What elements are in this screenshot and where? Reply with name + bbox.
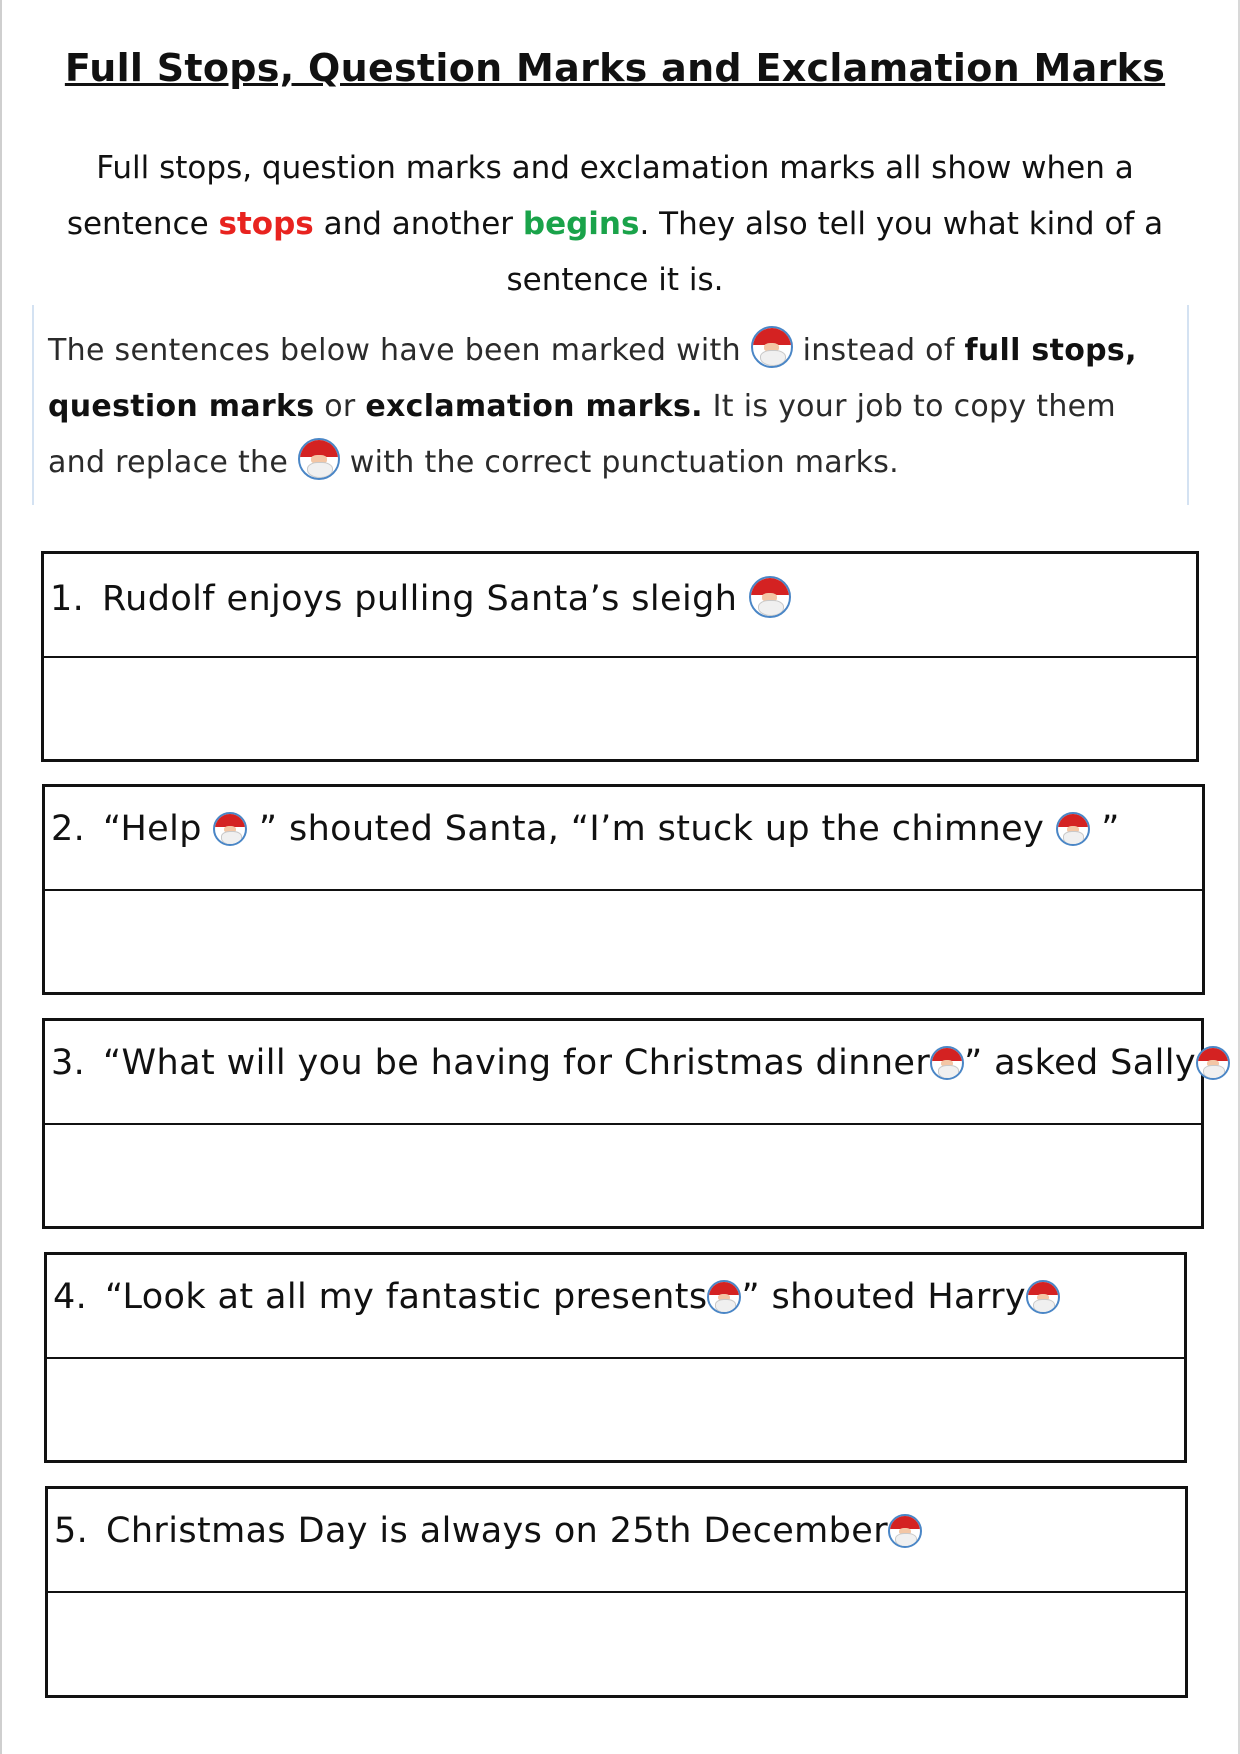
question-sentence: Rudolf enjoys pulling Santa’s sleigh [102,579,749,619]
instructions-text-part: It is your job to copy them and replace the [48,389,1116,480]
bold-full-stops: full stops, [964,333,1137,368]
intro-text: Full stops, question marks and exclamation marks all show when a sentence [66,150,1134,242]
question-sentence: ” [1089,809,1120,849]
bold-exclamation-marks: exclamation marks. [365,389,703,424]
santa-face-icon [1196,1046,1230,1080]
question-box-5 [45,1486,1188,1698]
intro-text: and another [313,206,523,242]
question-number: 3. [51,1043,86,1083]
santa-face-icon [749,576,791,618]
question-text-5 [54,1511,922,1551]
instructions-text [48,323,1168,491]
santa-face-icon [1056,812,1090,846]
question-sentence: ” shouted Santa, “I’m stuck up the chimney [247,809,1056,849]
question-box-3 [42,1018,1204,1229]
question-sentence: Christmas Day is always on 25th December [106,1511,889,1551]
intro-paragraph [45,140,1185,308]
answer-area-3[interactable] [51,1131,1195,1220]
santa-face-icon [707,1280,741,1314]
santa-face-icon [213,812,247,846]
question-sentence: “Help [103,809,214,849]
bold-question-marks: question marks [48,389,315,424]
answer-area-5[interactable] [54,1599,1179,1689]
question-number: 4. [53,1277,88,1317]
santa-face-icon [751,326,793,368]
question-box-1 [41,551,1199,762]
santa-face-icon [930,1046,964,1080]
question-text-1 [50,576,791,619]
question-number: 5. [54,1511,89,1551]
page-title: Full Stops, Question Marks and Exclamation Marks [64,46,1166,90]
answer-area-4[interactable] [53,1365,1178,1454]
question-text-3 [51,1043,1230,1083]
question-sentence: “What will you be having for Christmas dinner [103,1043,931,1083]
intro-text: . They also tell you what kind of a sentence it is. [506,206,1164,298]
question-sentence: ” shouted Harry [741,1277,1026,1317]
instructions-text-part: instead of [792,333,965,368]
divider-line [44,656,1196,658]
question-text-4 [53,1277,1060,1317]
santa-face-icon [888,1514,922,1548]
question-sentence: “Look at all my fantastic presents [105,1277,708,1317]
instructions-text-part: with the correct punctuation marks. [339,445,900,480]
question-box-4 [44,1252,1187,1463]
answer-area-2[interactable] [51,897,1196,986]
divider-line [48,1591,1185,1593]
divider-line [47,1357,1184,1359]
question-number: 1. [50,579,85,619]
instructions-text-part: or [314,389,366,424]
instructions-text-part: The sentences below have been marked with [48,333,751,368]
question-sentence: ” asked Sally [964,1043,1196,1083]
stops-highlight: stops [218,206,314,242]
divider-line [45,1123,1201,1125]
question-box-2 [42,784,1205,995]
santa-face-icon [298,438,340,480]
begins-highlight: begins [522,206,640,242]
page-border-left [0,0,2,1754]
santa-face-icon [1026,1280,1060,1314]
divider-line [45,889,1202,891]
instructions-box [32,305,1189,505]
question-text-2 [51,809,1120,849]
question-number: 2. [51,809,86,849]
answer-area-1[interactable] [50,664,1190,753]
